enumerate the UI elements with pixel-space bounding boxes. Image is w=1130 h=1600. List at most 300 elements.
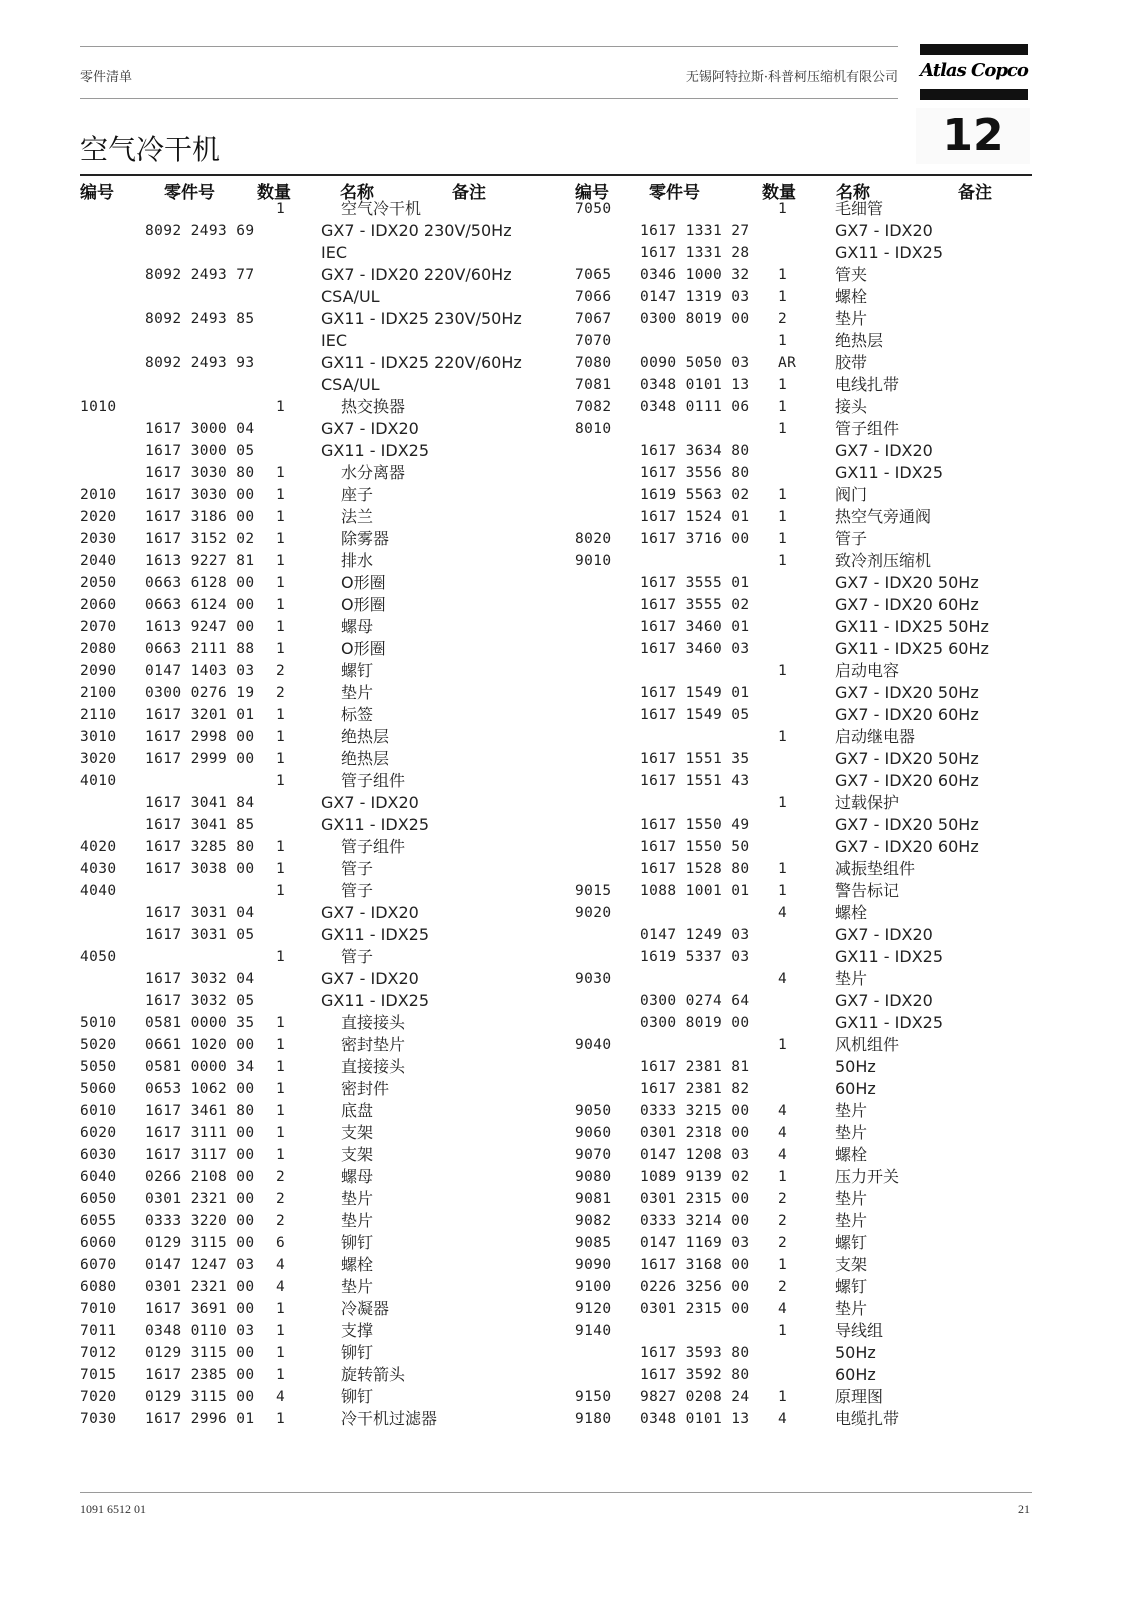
part-number: 0348 0110 03 xyxy=(145,1323,255,1339)
item-number: 6040 xyxy=(80,1169,117,1185)
part-name: GX7 - IDX20 xyxy=(321,419,419,438)
quantity: 2 xyxy=(276,663,286,679)
item-number: 5050 xyxy=(80,1059,117,1075)
part-name: IEC xyxy=(321,243,347,262)
part-number: 0301 2315 00 xyxy=(640,1301,750,1317)
quantity: 1 xyxy=(778,289,788,305)
part-number: 1617 3691 00 xyxy=(145,1301,255,1317)
quantity: 1 xyxy=(276,509,286,525)
part-number: 1617 3555 01 xyxy=(640,575,750,591)
part-number: 0301 2315 00 xyxy=(640,1191,750,1207)
part-number: 1617 3555 02 xyxy=(640,597,750,613)
part-number: 1617 3461 80 xyxy=(145,1103,255,1119)
part-name: 热交换器 xyxy=(341,397,406,416)
item-number: 2050 xyxy=(80,575,117,591)
part-name: 毛细管 xyxy=(835,199,884,218)
part-name: 垫片 xyxy=(341,1277,374,1296)
item-number: 4010 xyxy=(80,773,117,789)
part-name: 垫片 xyxy=(835,1189,868,1208)
part-number: 8092 2493 93 xyxy=(145,355,255,371)
quantity: 1 xyxy=(778,795,788,811)
quantity: 1 xyxy=(778,267,788,283)
part-number: 1617 3000 05 xyxy=(145,443,255,459)
quantity: 1 xyxy=(276,597,286,613)
quantity: 1 xyxy=(276,949,286,965)
part-name: IEC xyxy=(321,331,347,350)
part-number: 0581 0000 34 xyxy=(145,1059,255,1075)
col-head-num-left: 编号 xyxy=(80,183,114,203)
part-number: 1617 3634 80 xyxy=(640,443,750,459)
part-number: 0663 6124 00 xyxy=(145,597,255,613)
part-name: GX7 - IDX20 50Hz xyxy=(835,749,979,768)
part-number: 1617 1331 28 xyxy=(640,245,750,261)
title-rule xyxy=(80,174,1032,176)
quantity: 1 xyxy=(778,553,788,569)
quantity: 1 xyxy=(276,1125,286,1141)
part-number: 1617 3041 84 xyxy=(145,795,255,811)
part-number: 1617 3032 05 xyxy=(145,993,255,1009)
item-number: 2010 xyxy=(80,487,117,503)
part-name: 螺母 xyxy=(341,1167,374,1186)
logo-text: Atlas Copco xyxy=(920,60,1028,81)
part-name: 50Hz xyxy=(835,1343,876,1362)
part-name: 原理图 xyxy=(835,1387,884,1406)
part-number: 1617 3030 00 xyxy=(145,487,255,503)
item-number: 6030 xyxy=(80,1147,117,1163)
part-number: 0301 2321 00 xyxy=(145,1191,255,1207)
item-number: 7080 xyxy=(575,355,612,371)
quantity: 1 xyxy=(778,1323,788,1339)
col-head-name-right: 名称 xyxy=(836,183,870,203)
part-name: 热空气旁通阀 xyxy=(835,507,932,526)
part-number: 0348 0101 13 xyxy=(640,1411,750,1427)
quantity: 4 xyxy=(778,1147,788,1163)
quantity: 4 xyxy=(778,971,788,987)
part-number: 1617 1551 43 xyxy=(640,773,750,789)
part-name: GX7 - IDX20 xyxy=(321,793,419,812)
quantity: 1 xyxy=(276,729,286,745)
item-number: 9015 xyxy=(575,883,612,899)
quantity: 1 xyxy=(778,509,788,525)
col-head-name-left: 名称 xyxy=(340,183,374,203)
part-number: 1617 1331 27 xyxy=(640,223,750,239)
part-number: 1617 3032 04 xyxy=(145,971,255,987)
quantity: 2 xyxy=(276,1191,286,1207)
part-name: 螺钉 xyxy=(835,1277,868,1296)
part-number: 1619 5563 02 xyxy=(640,487,750,503)
part-number: 1089 9139 02 xyxy=(640,1169,750,1185)
item-number: 7065 xyxy=(575,267,612,283)
part-number: 1617 3285 80 xyxy=(145,839,255,855)
quantity: 4 xyxy=(778,1411,788,1427)
part-number: 0147 1247 03 xyxy=(145,1257,255,1273)
part-number: 0300 8019 00 xyxy=(640,1015,750,1031)
part-name: 螺栓 xyxy=(835,903,868,922)
part-name: GX7 - IDX20 xyxy=(835,991,933,1010)
quantity: 1 xyxy=(778,663,788,679)
part-name: 绝热层 xyxy=(341,749,390,768)
part-name: 垫片 xyxy=(341,683,374,702)
part-number: 1617 1549 01 xyxy=(640,685,750,701)
quantity: 1 xyxy=(276,751,286,767)
quantity: 1 xyxy=(276,1345,286,1361)
quantity: 2 xyxy=(778,1213,788,1229)
quantity: 2 xyxy=(276,1213,286,1229)
part-name: GX7 - IDX20 60Hz xyxy=(835,595,979,614)
quantity: 1 xyxy=(778,399,788,415)
part-number: 9827 0208 24 xyxy=(640,1389,750,1405)
quantity: 1 xyxy=(778,1257,788,1273)
part-name: 管子组件 xyxy=(341,771,406,790)
quantity: 1 xyxy=(778,883,788,899)
part-name: 导线组 xyxy=(835,1321,884,1340)
part-name: 60Hz xyxy=(835,1079,876,1098)
section-number: 12 xyxy=(916,108,1030,164)
part-name: 垫片 xyxy=(835,309,868,328)
part-name: CSA/UL xyxy=(321,375,380,394)
part-name: 排水 xyxy=(341,551,374,570)
part-name: 垫片 xyxy=(835,1101,868,1120)
quantity: 1 xyxy=(276,1367,286,1383)
part-name: 水分离器 xyxy=(341,463,406,482)
item-number: 2110 xyxy=(80,707,117,723)
quantity: 1 xyxy=(778,531,788,547)
part-name: 底盘 xyxy=(341,1101,374,1120)
quantity: AR xyxy=(778,355,797,371)
part-name: O形圈 xyxy=(341,595,386,614)
part-number: 0348 0101 13 xyxy=(640,377,750,393)
part-number: 0090 5050 03 xyxy=(640,355,750,371)
part-number: 0147 1319 03 xyxy=(640,289,750,305)
item-number: 7030 xyxy=(80,1411,117,1427)
part-name: 座子 xyxy=(341,485,374,504)
part-name: GX11 - IDX25 xyxy=(321,925,430,944)
quantity: 1 xyxy=(778,333,788,349)
part-name: 管子组件 xyxy=(341,837,406,856)
col-head-qty-left: 数量 xyxy=(257,183,291,203)
quantity: 1 xyxy=(276,641,286,657)
item-number: 9030 xyxy=(575,971,612,987)
quantity: 1 xyxy=(276,773,286,789)
quantity: 4 xyxy=(778,1103,788,1119)
part-name: 旋转箭头 xyxy=(341,1365,406,1384)
part-name: GX7 - IDX20 xyxy=(835,221,933,240)
item-number: 7011 xyxy=(80,1323,117,1339)
part-name: 螺栓 xyxy=(835,1145,868,1164)
item-number: 9082 xyxy=(575,1213,612,1229)
item-number: 9150 xyxy=(575,1389,612,1405)
part-name: 冷凝器 xyxy=(341,1299,390,1318)
part-name: GX7 - IDX20 60Hz xyxy=(835,705,979,724)
part-name: GX7 - IDX20 xyxy=(835,925,933,944)
item-number: 7081 xyxy=(575,377,612,393)
part-number: 0663 6128 00 xyxy=(145,575,255,591)
part-name: 启动继电器 xyxy=(835,727,916,746)
item-number: 7066 xyxy=(575,289,612,305)
part-number: 1617 1549 05 xyxy=(640,707,750,723)
quantity: 2 xyxy=(778,311,788,327)
item-number: 2070 xyxy=(80,619,117,635)
quantity: 4 xyxy=(276,1279,286,1295)
quantity: 2 xyxy=(276,1169,286,1185)
item-number: 7082 xyxy=(575,399,612,415)
item-number: 6080 xyxy=(80,1279,117,1295)
item-number: 2090 xyxy=(80,663,117,679)
item-number: 2100 xyxy=(80,685,117,701)
part-number: 1617 2381 81 xyxy=(640,1059,750,1075)
footer-page-number: 21 xyxy=(1018,1502,1030,1516)
item-number: 2060 xyxy=(80,597,117,613)
item-number: 9120 xyxy=(575,1301,612,1317)
quantity: 1 xyxy=(778,421,788,437)
part-name: 除雾器 xyxy=(341,529,390,548)
part-name: 支撑 xyxy=(341,1321,374,1340)
part-number: 1617 3030 80 xyxy=(145,465,255,481)
item-number: 6070 xyxy=(80,1257,117,1273)
part-name: GX7 - IDX20 xyxy=(835,441,933,460)
part-number: 1617 3556 80 xyxy=(640,465,750,481)
item-number: 4050 xyxy=(80,949,117,965)
part-number: 0333 3220 00 xyxy=(145,1213,255,1229)
part-name: 警告标记 xyxy=(835,881,900,900)
part-number: 1617 3041 85 xyxy=(145,817,255,833)
item-number: 4020 xyxy=(80,839,117,855)
part-number: 0129 3115 00 xyxy=(145,1235,255,1251)
part-name: 垫片 xyxy=(835,969,868,988)
part-name: 支架 xyxy=(341,1145,374,1164)
part-name: 绝热层 xyxy=(835,331,884,350)
part-name: GX11 - IDX25 xyxy=(321,815,430,834)
part-name: GX11 - IDX25 220V/60Hz xyxy=(321,353,522,372)
item-number: 9081 xyxy=(575,1191,612,1207)
quantity: 1 xyxy=(276,839,286,855)
quantity: 1 xyxy=(276,465,286,481)
part-number: 8092 2493 77 xyxy=(145,267,255,283)
part-name: 启动电容 xyxy=(835,661,900,680)
part-number: 0661 1020 00 xyxy=(145,1037,255,1053)
col-head-qty-right: 数量 xyxy=(762,183,796,203)
quantity: 2 xyxy=(778,1235,788,1251)
quantity: 1 xyxy=(276,531,286,547)
part-name: 直接接头 xyxy=(341,1057,406,1076)
quantity: 1 xyxy=(276,487,286,503)
item-number: 7070 xyxy=(575,333,612,349)
part-number: 0147 1169 03 xyxy=(640,1235,750,1251)
part-number: 1617 3031 05 xyxy=(145,927,255,943)
part-name: 空气冷干机 xyxy=(341,199,422,218)
quantity: 1 xyxy=(276,619,286,635)
part-name: 管子 xyxy=(341,947,374,966)
item-number: 8020 xyxy=(575,531,612,547)
quantity: 1 xyxy=(778,201,788,217)
quantity: 1 xyxy=(276,1411,286,1427)
part-number: 1617 3201 01 xyxy=(145,707,255,723)
item-number: 3010 xyxy=(80,729,117,745)
part-number: 1617 3111 00 xyxy=(145,1125,255,1141)
part-number: 0301 2321 00 xyxy=(145,1279,255,1295)
quantity: 4 xyxy=(778,905,788,921)
part-name: 直接接头 xyxy=(341,1013,406,1032)
part-number: 0653 1062 00 xyxy=(145,1081,255,1097)
part-name: 风机组件 xyxy=(835,1035,900,1054)
quantity: 1 xyxy=(778,487,788,503)
part-number: 0663 2111 88 xyxy=(145,641,255,657)
quantity: 1 xyxy=(276,707,286,723)
logo-top-bar xyxy=(920,44,1028,55)
part-name: GX11 - IDX25 xyxy=(835,1013,944,1032)
part-number: 1617 2381 82 xyxy=(640,1081,750,1097)
quantity: 1 xyxy=(778,377,788,393)
part-number: 1617 3592 80 xyxy=(640,1367,750,1383)
header-bottom-rule xyxy=(80,98,898,99)
col-head-part-right: 零件号 xyxy=(649,183,700,203)
item-number: 7015 xyxy=(80,1367,117,1383)
part-name: 铆钉 xyxy=(341,1233,374,1252)
quantity: 2 xyxy=(778,1191,788,1207)
header-doc-type: 零件清单 xyxy=(80,70,133,85)
part-number: 1617 3186 00 xyxy=(145,509,255,525)
part-number: 1617 3038 00 xyxy=(145,861,255,877)
part-name: GX11 - IDX25 xyxy=(835,947,944,966)
part-name: 60Hz xyxy=(835,1365,876,1384)
quantity: 1 xyxy=(778,861,788,877)
part-number: 0147 1208 03 xyxy=(640,1147,750,1163)
part-name: O形圈 xyxy=(341,639,386,658)
part-name: 冷干机过滤器 xyxy=(341,1409,438,1428)
quantity: 1 xyxy=(276,575,286,591)
part-number: 1617 2998 00 xyxy=(145,729,255,745)
part-name: 管子 xyxy=(835,529,868,548)
quantity: 2 xyxy=(276,685,286,701)
part-number: 0333 3214 00 xyxy=(640,1213,750,1229)
item-number: 9050 xyxy=(575,1103,612,1119)
quantity: 4 xyxy=(276,1257,286,1273)
part-name: GX7 - IDX20 xyxy=(321,903,419,922)
part-number: 0147 1249 03 xyxy=(640,927,750,943)
part-number: 1617 1528 80 xyxy=(640,861,750,877)
quantity: 1 xyxy=(276,1103,286,1119)
part-number: 0301 2318 00 xyxy=(640,1125,750,1141)
part-name: 螺钉 xyxy=(835,1233,868,1252)
part-number: 1617 3000 04 xyxy=(145,421,255,437)
part-number: 1617 3168 00 xyxy=(640,1257,750,1273)
part-name: 铆钉 xyxy=(341,1343,374,1362)
part-number: 1617 1550 49 xyxy=(640,817,750,833)
item-number: 9060 xyxy=(575,1125,612,1141)
part-number: 1617 3117 00 xyxy=(145,1147,255,1163)
part-name: 垫片 xyxy=(835,1299,868,1318)
part-number: 1617 3031 04 xyxy=(145,905,255,921)
part-name: 法兰 xyxy=(341,507,374,526)
part-name: GX7 - IDX20 230V/50Hz xyxy=(321,221,512,240)
quantity: 1 xyxy=(778,729,788,745)
part-number: 0300 0274 64 xyxy=(640,993,750,1009)
part-number: 1613 9227 81 xyxy=(145,553,255,569)
part-name: GX11 - IDX25 xyxy=(321,441,430,460)
part-name: 支架 xyxy=(341,1123,374,1142)
part-name: 阀门 xyxy=(835,485,868,504)
header-company-name: 无锡阿特拉斯·科普柯压缩机有限公司 xyxy=(685,70,898,85)
item-number: 9085 xyxy=(575,1235,612,1251)
item-number: 6055 xyxy=(80,1213,117,1229)
part-number: 1617 2385 00 xyxy=(145,1367,255,1383)
part-name: GX11 - IDX25 xyxy=(835,243,944,262)
part-name: 过载保护 xyxy=(835,793,900,812)
footer-rule xyxy=(80,1492,1032,1493)
part-name: 垫片 xyxy=(341,1211,374,1230)
item-number: 5060 xyxy=(80,1081,117,1097)
part-name: GX7 - IDX20 xyxy=(321,969,419,988)
quantity: 1 xyxy=(778,1037,788,1053)
part-number: 0581 0000 35 xyxy=(145,1015,255,1031)
part-name: 垫片 xyxy=(341,1189,374,1208)
part-number: 0300 0276 19 xyxy=(145,685,255,701)
quantity: 1 xyxy=(276,1301,286,1317)
part-name: 电线扎带 xyxy=(835,375,900,394)
part-name: GX11 - IDX25 60Hz xyxy=(835,639,989,658)
item-number: 7050 xyxy=(575,201,612,217)
part-name: 电缆扎带 xyxy=(835,1409,900,1428)
part-name: 密封垫片 xyxy=(341,1035,406,1054)
quantity: 2 xyxy=(778,1279,788,1295)
part-number: 1617 3460 03 xyxy=(640,641,750,657)
part-name: GX7 - IDX20 50Hz xyxy=(835,683,979,702)
part-name: GX7 - IDX20 220V/60Hz xyxy=(321,265,512,284)
quantity: 4 xyxy=(276,1389,286,1405)
item-number: 9040 xyxy=(575,1037,612,1053)
item-number: 7010 xyxy=(80,1301,117,1317)
part-number: 0333 3215 00 xyxy=(640,1103,750,1119)
item-number: 5010 xyxy=(80,1015,117,1031)
part-name: GX7 - IDX20 60Hz xyxy=(835,771,979,790)
quantity: 4 xyxy=(778,1301,788,1317)
part-name: 50Hz xyxy=(835,1057,876,1076)
item-number: 1010 xyxy=(80,399,117,415)
col-head-num-right: 编号 xyxy=(575,183,609,203)
part-name: O形圈 xyxy=(341,573,386,592)
part-name: 垫片 xyxy=(835,1211,868,1230)
quantity: 1 xyxy=(276,1015,286,1031)
quantity: 1 xyxy=(276,553,286,569)
quantity: 1 xyxy=(276,1147,286,1163)
page-title: 空气冷干机 xyxy=(80,133,221,166)
item-number: 9090 xyxy=(575,1257,612,1273)
item-number: 6060 xyxy=(80,1235,117,1251)
atlas-copco-logo xyxy=(920,44,1028,102)
part-number: 1088 1001 01 xyxy=(640,883,750,899)
item-number: 3020 xyxy=(80,751,117,767)
quantity: 1 xyxy=(276,1323,286,1339)
part-name: 螺钉 xyxy=(341,661,374,680)
part-number: 0348 0111 06 xyxy=(640,399,750,415)
col-head-part-left: 零件号 xyxy=(164,183,215,203)
part-name: 压力开关 xyxy=(835,1167,900,1186)
item-number: 7067 xyxy=(575,311,612,327)
part-number: 1617 2999 00 xyxy=(145,751,255,767)
part-number: 1617 1524 01 xyxy=(640,509,750,525)
part-name: 螺栓 xyxy=(835,287,868,306)
item-number: 9020 xyxy=(575,905,612,921)
part-number: 1617 1551 35 xyxy=(640,751,750,767)
item-number: 9010 xyxy=(575,553,612,569)
item-number: 2080 xyxy=(80,641,117,657)
part-name: 标签 xyxy=(341,705,374,724)
part-name: GX11 - IDX25 xyxy=(321,991,430,1010)
part-name: GX7 - IDX20 60Hz xyxy=(835,837,979,856)
part-number: 0147 1403 03 xyxy=(145,663,255,679)
part-name: CSA/UL xyxy=(321,287,380,306)
quantity: 1 xyxy=(276,883,286,899)
